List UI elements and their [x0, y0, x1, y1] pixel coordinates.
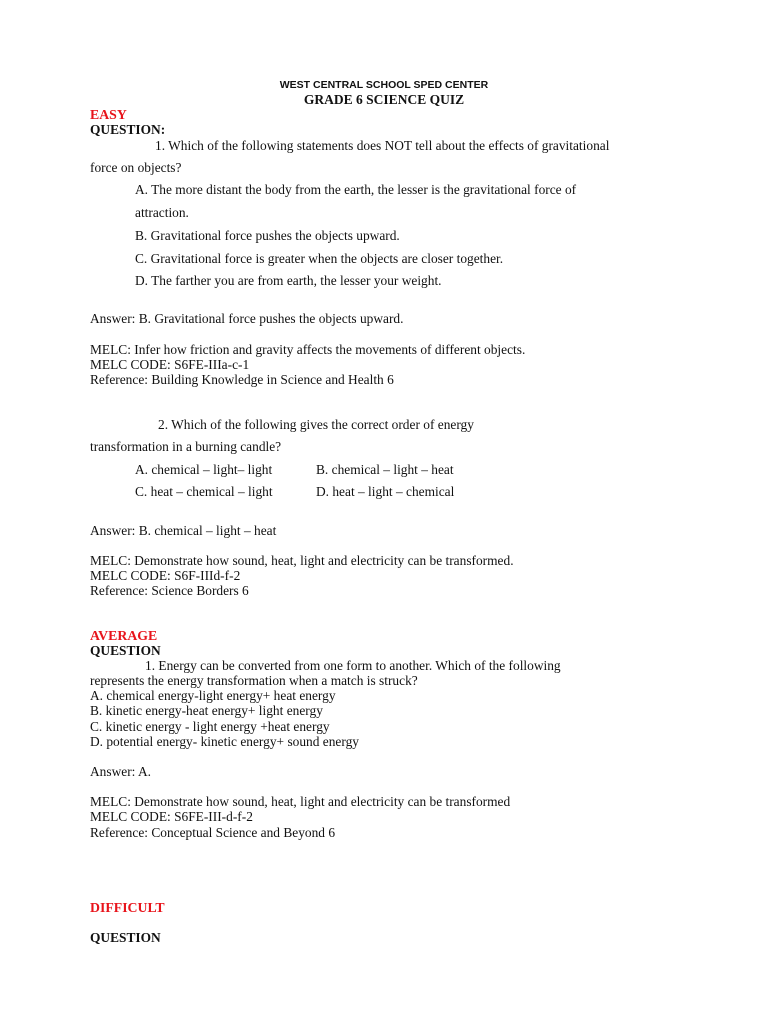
- section-difficult-label: DIFFICULT: [90, 900, 165, 915]
- average-q1-option-a: A. chemical energy-light energy+ heat energy: [90, 688, 336, 703]
- quiz-title: GRADE 6 SCIENCE QUIZ: [303, 92, 465, 107]
- easy-q2-melc-code: MELC CODE: S6F-IIId-f-2: [90, 568, 241, 583]
- easy-q1-option-b: B. Gravitational force pushes the objects upward.: [135, 228, 400, 243]
- average-question-label: QUESTION: [90, 643, 161, 658]
- easy-q2-answer: Answer: B. chemical – light – heat: [90, 523, 277, 538]
- easy-q2-stem-line1: 2. Which of the following gives the correct order of energy: [158, 417, 474, 432]
- easy-q2-stem-line2: transformation in a burning candle?: [90, 439, 282, 454]
- average-q1-option-c: C. kinetic energy - light energy +heat energy: [90, 719, 330, 734]
- easy-q2-reference: Reference: Science Borders 6: [90, 583, 249, 598]
- easy-q2-option-a: A. chemical – light– light: [135, 462, 273, 477]
- easy-q1-reference: Reference: Building Knowledge in Science and Health 6: [90, 372, 394, 387]
- easy-q1-stem-line1: 1. Which of the following statements does NOT tell about the effects of gravitational: [155, 138, 610, 153]
- average-q1-melc: MELC: Demonstrate how sound, heat, light and electricity can be transformed: [90, 794, 511, 809]
- easy-q2-option-d: D. heat – light – chemical: [316, 484, 455, 499]
- easy-q1-option-a-line2: attraction.: [135, 205, 189, 220]
- average-q1-option-b: B. kinetic energy-heat energy+ light energy: [90, 703, 323, 718]
- average-q1-reference: Reference: Conceptual Science and Beyond 6: [90, 825, 336, 840]
- average-q1-melc-code: MELC CODE: S6FE-III-d-f-2: [90, 809, 253, 824]
- easy-q1-stem-line2: force on objects?: [90, 160, 182, 175]
- average-q1-stem-line1: 1. Energy can be converted from one form to another. Which of the following: [145, 658, 561, 673]
- section-easy-label: EASY: [90, 107, 127, 122]
- easy-q2-option-b: B. chemical – light – heat: [316, 462, 454, 477]
- difficult-question-label: QUESTION: [90, 930, 161, 945]
- average-q1-answer: Answer: A.: [90, 764, 151, 779]
- average-q1-stem-line2: represents the energy transformation when a match is struck?: [90, 673, 418, 688]
- easy-q1-melc: MELC: Infer how friction and gravity affects the movements of different objects.: [90, 342, 526, 357]
- section-average-label: AVERAGE: [90, 628, 158, 643]
- easy-q1-option-c: C. Gravitational force is greater when the objects are closer together.: [135, 251, 504, 266]
- easy-q2-option-c: C. heat – chemical – light: [135, 484, 273, 499]
- easy-q2-melc: MELC: Demonstrate how sound, heat, light and electricity can be transformed.: [90, 553, 514, 568]
- easy-question-label: QUESTION:: [90, 122, 166, 137]
- easy-q1-option-a-line1: A. The more distant the body from the earth, the lesser is the gravitational force of: [135, 182, 577, 197]
- easy-q1-answer: Answer: B. Gravitational force pushes the objects upward.: [90, 311, 404, 326]
- easy-q1-melc-code: MELC CODE: S6FE-IIIa-c-1: [90, 357, 250, 372]
- school-name: WEST CENTRAL SCHOOL SPED CENTER: [279, 79, 489, 91]
- easy-q1-option-d: D. The farther you are from earth, the lesser your weight.: [135, 273, 442, 288]
- average-q1-option-d: D. potential energy- kinetic energy+ sound energy: [90, 734, 359, 749]
